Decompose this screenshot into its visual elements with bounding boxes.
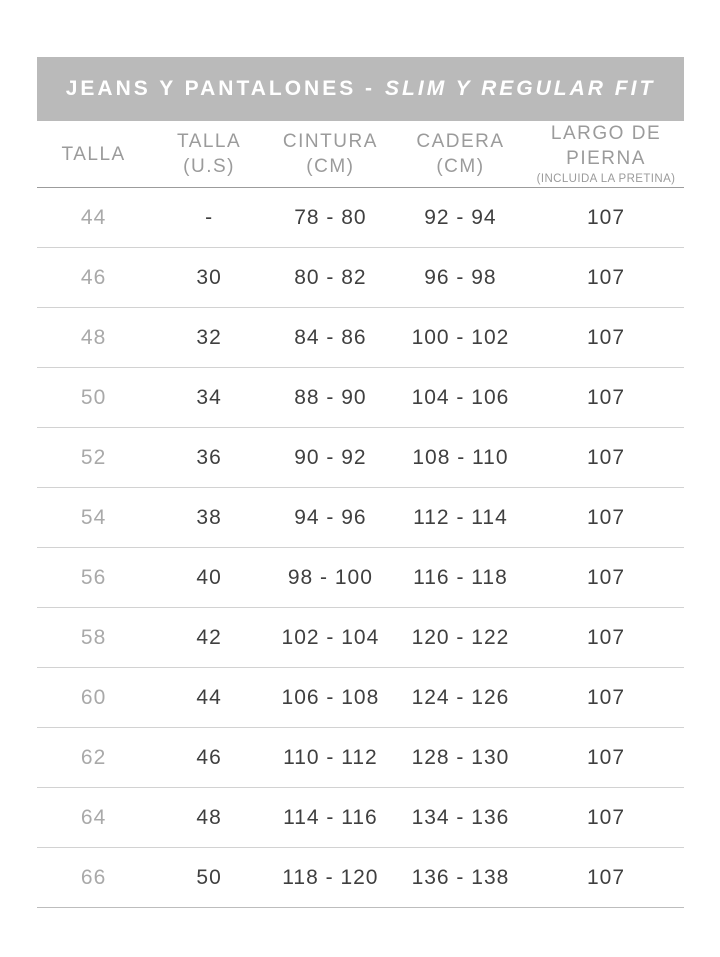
- cell-cadera: 100 - 102: [393, 308, 528, 368]
- cell-largo: 107: [528, 368, 684, 428]
- cell-talla-us: 30: [150, 248, 268, 308]
- cell-cintura: 84 - 86: [268, 308, 393, 368]
- column-header-talla: TALLA: [37, 121, 150, 188]
- table-row: [37, 488, 684, 548]
- cell-cadera: 116 - 118: [393, 548, 528, 608]
- cell-cintura: 90 - 92: [268, 428, 393, 488]
- cell-talla-us: 32: [150, 308, 268, 368]
- column-header-cadera: CADERA (CM): [393, 121, 528, 188]
- cell-largo: 107: [528, 788, 684, 848]
- cell-talla-us: 46: [150, 728, 268, 788]
- cell-talla: 64: [37, 788, 150, 848]
- size-chart-title-bar: [37, 57, 684, 121]
- table-row: [37, 668, 684, 728]
- cell-talla: 50: [37, 368, 150, 428]
- cell-talla: 60: [37, 668, 150, 728]
- table-row: [37, 548, 684, 608]
- table-row: [37, 848, 684, 908]
- size-chart-table: [37, 121, 684, 908]
- table-row: [37, 608, 684, 668]
- cell-cadera: 112 - 114: [393, 488, 528, 548]
- header-row: [37, 121, 684, 188]
- table-body: [37, 188, 684, 908]
- cell-cadera: 96 - 98: [393, 248, 528, 308]
- cell-talla-us: -: [150, 188, 268, 248]
- column-header-largo: LARGO DE PIERNA (INCLUIDA LA PRETINA): [528, 121, 684, 188]
- cell-talla: 62: [37, 728, 150, 788]
- cell-largo: 107: [528, 608, 684, 668]
- column-header-largo-note: (INCLUIDA LA PRETINA): [536, 173, 676, 185]
- cell-talla-us: 36: [150, 428, 268, 488]
- cell-cadera: 104 - 106: [393, 368, 528, 428]
- cell-cadera: 108 - 110: [393, 428, 528, 488]
- cell-talla: 66: [37, 848, 150, 908]
- cell-cadera: 134 - 136: [393, 788, 528, 848]
- cell-largo: 107: [528, 668, 684, 728]
- cell-largo: 107: [528, 488, 684, 548]
- cell-largo: 107: [528, 848, 684, 908]
- cell-cintura: 78 - 80: [268, 188, 393, 248]
- cell-cintura: 80 - 82: [268, 248, 393, 308]
- cell-talla: 58: [37, 608, 150, 668]
- table-row: [37, 368, 684, 428]
- cell-cadera: 136 - 138: [393, 848, 528, 908]
- cell-cadera: 120 - 122: [393, 608, 528, 668]
- cell-largo: 107: [528, 728, 684, 788]
- cell-largo: 107: [528, 548, 684, 608]
- cell-cadera: 92 - 94: [393, 188, 528, 248]
- title-text-fit-style: SLIM Y REGULAR FIT: [385, 77, 656, 100]
- column-header-cintura: CINTURA (CM): [268, 121, 393, 188]
- cell-talla: 46: [37, 248, 150, 308]
- cell-talla: 52: [37, 428, 150, 488]
- cell-largo: 107: [528, 248, 684, 308]
- cell-cintura: 114 - 116: [268, 788, 393, 848]
- cell-talla-us: 34: [150, 368, 268, 428]
- cell-cadera: 124 - 126: [393, 668, 528, 728]
- cell-talla-us: 42: [150, 608, 268, 668]
- column-header-talla-us: TALLA (U.S): [150, 121, 268, 188]
- cell-talla-us: 40: [150, 548, 268, 608]
- cell-cintura: 94 - 96: [268, 488, 393, 548]
- table-row: [37, 428, 684, 488]
- table-row: [37, 188, 684, 248]
- table-header: [37, 121, 684, 188]
- cell-talla: 44: [37, 188, 150, 248]
- table-row: [37, 728, 684, 788]
- cell-talla-us: 38: [150, 488, 268, 548]
- title-text: JEANS Y PANTALONES -: [65, 77, 376, 100]
- cell-talla-us: 50: [150, 848, 268, 908]
- cell-largo: 107: [528, 188, 684, 248]
- cell-talla: 56: [37, 548, 150, 608]
- cell-cintura: 110 - 112: [268, 728, 393, 788]
- cell-cadera: 128 - 130: [393, 728, 528, 788]
- cell-largo: 107: [528, 308, 684, 368]
- cell-talla-us: 48: [150, 788, 268, 848]
- cell-cintura: 88 - 90: [268, 368, 393, 428]
- cell-cintura: 98 - 100: [268, 548, 393, 608]
- cell-talla-us: 44: [150, 668, 268, 728]
- cell-talla: 54: [37, 488, 150, 548]
- cell-cintura: 118 - 120: [268, 848, 393, 908]
- cell-cintura: 102 - 104: [268, 608, 393, 668]
- cell-talla: 48: [37, 308, 150, 368]
- table-row: [37, 248, 684, 308]
- table-row: [37, 788, 684, 848]
- cell-cintura: 106 - 108: [268, 668, 393, 728]
- cell-largo: 107: [528, 428, 684, 488]
- table-row: [37, 308, 684, 368]
